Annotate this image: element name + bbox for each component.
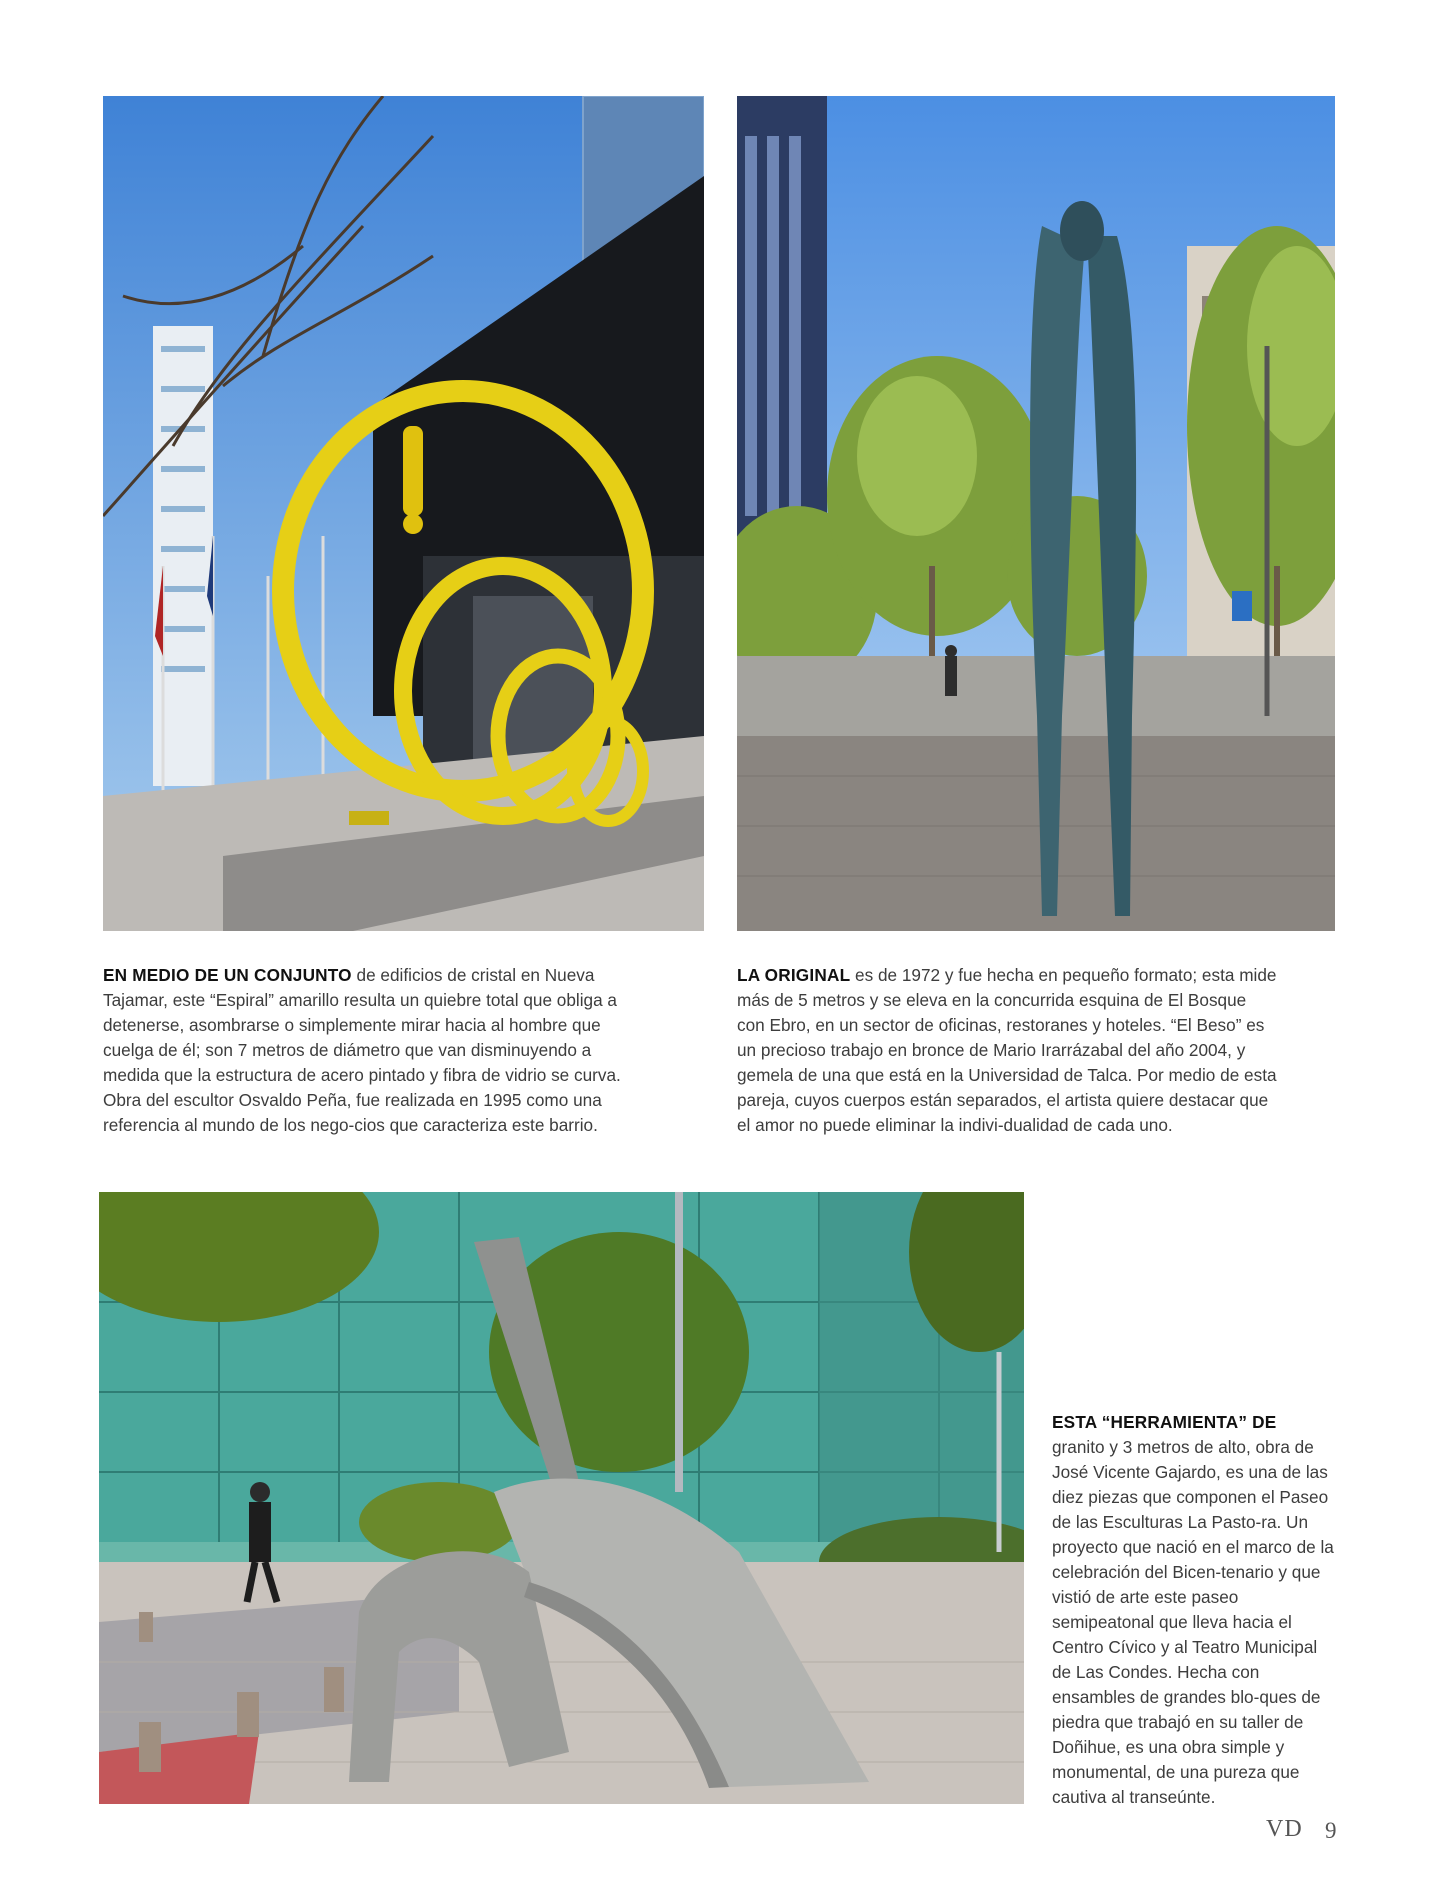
spiral-sculpture-photo [103,96,704,931]
spiral-sculpture-image [103,96,704,931]
spiral-caption [103,963,643,1138]
bronze-couple-image [737,96,1335,931]
bronze-couple-sculpture-photo [737,96,1335,931]
granite-tool-sculpture-photo [99,1192,1024,1804]
herramienta-caption [1052,1410,1340,1810]
beso-caption [737,963,1277,1138]
spiral-caption-lead: EN MEDIO DE UN CONJUNTO [103,965,352,985]
herramienta-caption-body: granito y 3 metros de alto, obra de José Vicente Gajardo, es una de las diez piezas que componen el Paseo de las Esculturas La Pasto-ra. Un proyecto que nació en el marco de la celebración del Bicen-tenario y que vistió de arte este paseo semipeatonal que lleva hacia el Centro Cívico y al Teatro Municipal de Las Condes. Hecha con ensambles de grandes blo-ques de piedra que trabajó en su taller de Doñihue, es una obra simple y monumental, de una pureza que cautiva al transeúnte. [1052,1437,1334,1807]
magazine-logo: VD [1266,1816,1303,1842]
granite-tool-image [99,1192,1024,1804]
page-number: 9 [1325,1818,1337,1843]
spiral-caption-body: de edificios de cristal en Nueva Tajamar, este “Espiral” amarillo resulta un quiebre total que obliga a detenerse, asombrarse o simplemente mirar hacia al hombre que cuelga de él; son 7 metros de diámetro que van disminuyendo a medida que la estructura de acero pintado y fibra de vidrio se curva. Obra del escultor Osvaldo Peña, fue realizada en 1995 como una referencia al mundo de los nego-cios que caracteriza este barrio. [103,965,621,1135]
beso-caption-lead: LA ORIGINAL [737,965,851,985]
beso-caption-body: es de 1972 y fue hecha en pequeño formato; esta mide más de 5 metros y se eleva en la concurrida esquina de El Bosque con Ebro, en un sector de oficinas, restoranes y hoteles. “El Beso” es un precioso trabajo en bronce de Mario Irarrázabal del año 2004, y gemela de una que está en la Universidad de Talca. Por medio de esta pareja, cuyos cuerpos están separados, el artista quiere destacar que el amor no puede eliminar la indivi-dualidad de cada uno. [737,965,1277,1135]
herramienta-caption-lead: ESTA “HERRAMIENTA” DE [1052,1412,1277,1432]
